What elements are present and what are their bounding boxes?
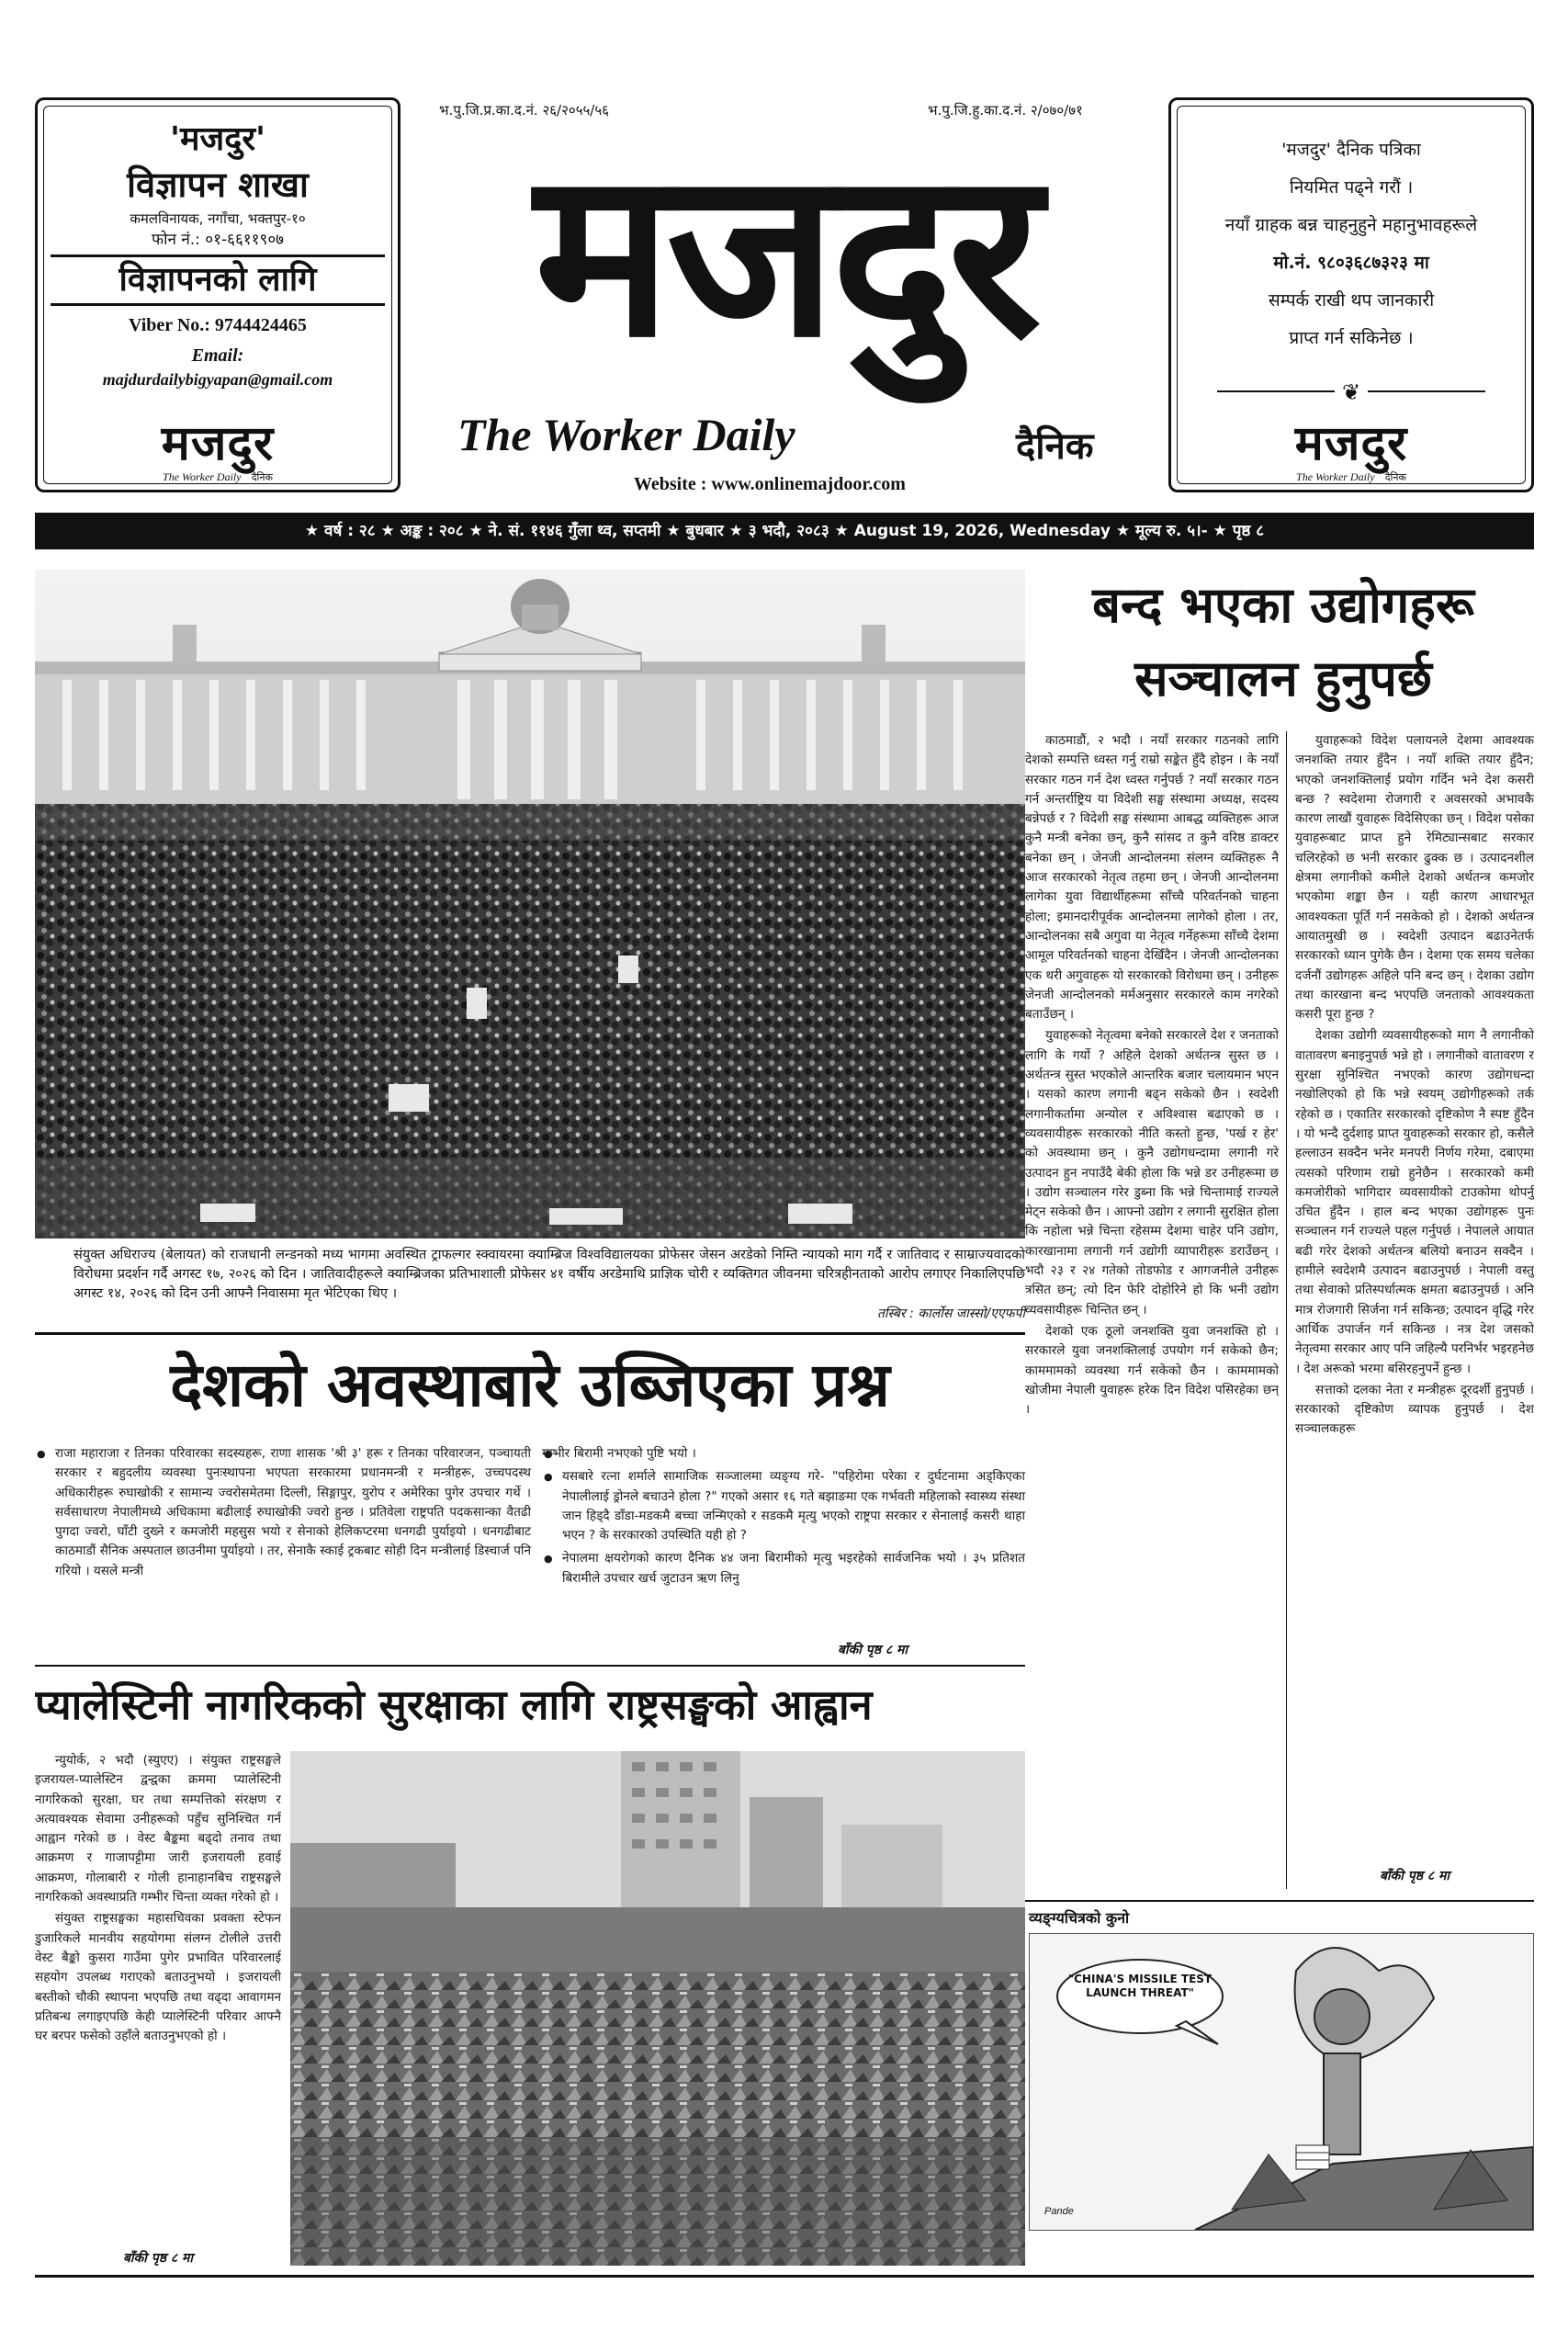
main-photo-trafalgar-protest bbox=[35, 570, 1025, 1238]
questions-col2-item-3: ● नेपालमा क्षयरोगको कारण दैनिक ४४ जना बिरामीको मृत्यु भइरहेको सार्वजनिक भयो । ३५ प्रतिशत बिरामीले उपचार खर्च जुटाउन ऋण लिनु bbox=[542, 1549, 1025, 1589]
main-photo-caption: संयुक्त अधिराज्य (बेलायत) को राजधानी लन्डनको मध्य भागमा अवस्थित ट्राफल्गर स्क्वायरमा क्याम्ब्रिज विश्वविद्यालयका प्रोफेसर जेसन अरडेको निम्ति न्यायको माग गर्दै र जातिवाद र साम्राज्यवादको विरोधमा प्रदर्शन गर्दै अगस्ट १७, २०२६ को दिन । जातिवादीहरूले क्याम्ब्रिजका प्रतिभाशाली प्रोफेसर ४१ वर्षीय अरडेमाथि प्राज्ञिक चोरी र व्यक्तिगत जीवनमा चरित्रहीनताको आरोप लगाएर निकालिएपछि अगस्ट १४, २०२६ को दिन उनी आफ्नै निवासमा मृत भेटिएका थिए । bbox=[73, 1248, 1025, 1301]
cartoon-section-label: व्यङ्ग्यचित्रको कुनो bbox=[1029, 1909, 1130, 1927]
page-bottom-rule bbox=[35, 2275, 1534, 2278]
industries-col2-para-3: सत्ताको दलका नेता र मन्त्रीहरू दूरदर्शी हुनुपर्छ । सरकारको दृष्टिकोण व्यापक हुनुपर्छ । देश सञ्चालकहरू bbox=[1295, 1382, 1534, 1437]
ad-right-line-4: मो.नं. ९८०३६८७३२३ मा bbox=[1273, 253, 1429, 273]
industries-col1-para-2: युवाहरूको नेतृत्वमा बनेको सरकारले देश र जनताको लागि के गर्यो ? अहिले देशको अर्थतन्त्र सुस्त छ । अर्थतन्त्र सुस्त भएकोले आन्तरिक बजार चलायमान भएन । यसको कारण लगानी बढ्न सकेको छैन । स्वदेशी लगानीकर्तामा अन्योल र अविश्वास बढाएको छ । व्यवसायीहरू सरकारको नीति कस्तो हुन्छ, 'पर्ख र हेर' को अवस्थामा छन् । कुनै उद्योगधन्दामा लगानी गरे उत्पादन हुन नपाउँदै बेकी होला कि भन्ने डर उनीहरूमा छ । उद्योग सञ्चालन गरेर डुब्ना कि भन्ने चिन्तामाई राज्यले मेट्न सकेको छैन । आफ्नो उद्योग र लगानी सुरक्षित होला कि नहोला भन्ने चिन्ता रहेसम्म देशमा चाहेर पनि उद्योग, कारखानामा लगानी गर्न उद्योगी व्यापारीहरू डराउँछन् । भदौ २३ र २४ गतेको तोडफोड र आगजनीले उनीहरू त्रसित छन्; त्यो दिन फेरि दोहोरिने हो कि भनी उद्योग व्यवसायीहरू चिन्तित छन् । bbox=[1025, 1028, 1279, 1317]
ad-left-mail-label: Email: bbox=[191, 345, 244, 366]
registration-left: भ.पु.जि.प्र.का.द.नं. २६/२०५५/५६ bbox=[439, 102, 609, 119]
ad-right-line-3: नयाँ ग्राहक बन्न चाहनुहुने महानुभावहरूले bbox=[1224, 215, 1478, 235]
ad-left-email: majdurdailybigyapan@gmail.com bbox=[102, 370, 333, 389]
registration-right: भ.पु.जि.हु.का.द.नं. २/०७०/७१ bbox=[928, 102, 1083, 119]
cartoon-signature: Pande bbox=[1044, 2206, 1074, 2217]
industries-col1-para-3: देशको एक ठूलो जनशक्ति युवा जनशक्ति हो । सरकारले युवा जनशक्तिलाई उपयोग गर्न सकेको छैन; काममामको व्यवस्था गर्न सकेको छैन । काममामको खोजीमा नेपाली युवाहरू हरेक दिन विदेश पसिरहेका छन् । bbox=[1025, 1323, 1279, 1418]
cartoon-top-rule bbox=[1025, 1900, 1534, 1902]
cartoon-frame bbox=[1029, 1933, 1534, 2231]
industries-col-2 bbox=[1295, 731, 1534, 1861]
ad-left-section: विज्ञापन शाखा bbox=[127, 164, 309, 205]
palestine-col bbox=[35, 1751, 281, 2245]
ad-right-line-1: 'मजदुर' दैनिक पत्रिका bbox=[1281, 140, 1421, 160]
main-photo-image bbox=[35, 570, 1025, 1238]
questions-headline: देशको अवस्थाबारे उब्जिएका प्रश्न bbox=[170, 1350, 890, 1420]
questions-continued: बाँकी पृष्ठ ८ मा bbox=[837, 1643, 908, 1657]
ad-left-phone: फोन नं.: ०१-६६११९०७ bbox=[151, 231, 284, 249]
gaza-photo-image bbox=[290, 1751, 1025, 2266]
dateline-text: ★ वर्ष : २८ ★ अङ्क : २०८ ★ ने. सं. ११४६ गुँला थ्व, सप्तमी ★ बुधबार ★ ३ भदौ, २०८३ ★ August 19, 2026, Wednesday ★ मूल्य रु. ५।- ★ पृष्ठ ८ bbox=[304, 522, 1265, 540]
dateline-bar bbox=[35, 513, 1534, 549]
questions-col2-item-2: ● यसबारे रत्ना शर्माले सामाजिक सञ्जालमा व्यङ्ग्य गरे- "पहिरोमा परेका र दुर्घटनामा अड्किएका नेपालीलाई ड्रोनले बचाउने होला ?" गएको असार १६ गते बझाङमा एक गर्भवती महिलाको स्वास्थ्य संस्था जान हिड्दै डाँडा-मडकमै बच्चा जन्मिएको र सडकमै मृत्यु भएको राष्ट्रपा सरकार र सेनालाई कसरी थाहा भएन ? के सरकारको उपस्थिति यही हो ? bbox=[542, 1467, 1025, 1545]
ad-right-line-6: प्राप्त गर्न सकिनेछ । bbox=[1289, 328, 1414, 348]
ad-box-right bbox=[1168, 97, 1534, 492]
ad-left-logo: मजदुर The Worker Daily दैनिक bbox=[161, 416, 275, 483]
industries-continued: बाँकी पृष्ठ ८ मा bbox=[1379, 1869, 1450, 1883]
ad-left-viber: Viber No.: 9744424465 bbox=[129, 315, 307, 335]
industries-headline-1: बन्द भएका उद्योगहरू bbox=[1092, 576, 1474, 634]
industries-col-1 bbox=[1025, 731, 1279, 1889]
ad-right-line-5: सम्पर्क राखी थप जानकारी bbox=[1268, 290, 1435, 311]
ad-box-left bbox=[35, 97, 400, 492]
masthead-title: मजदुर bbox=[535, 120, 1036, 388]
palestine-top-rule bbox=[35, 1665, 1025, 1667]
industries-col2-para-1: युवाहरूको विदेश पलायनले देशमा आवश्यक जनशक्ति तयार हुँदैन । नयाँ शक्ति तयार हुँदैन; भएको जनशक्तिलाई प्रयोग गर्दिन भने देश कसरी बन्छ ? स्वदेशमा रोजगारी र अवसरको अभावकै कारण लाखौं युवाहरू विदेसिएका छन् । विदेश पसेका युवाहरूबाट प्राप्त हुने रेमिट्यान्सबाट सरकार चलिरहेको छ भनी सरकार ढुक्क छ । उत्पादनशील क्षेत्रमा लगानीको कमीले देशको अर्थतन्त्र कमजोर भएकोमा शङ्का छैन । यही कारण आधारभूत आवश्यकता पूर्ति गर्न नसकेको हो । देशको अर्थतन्त्र आयातमुखी छ । स्वदेशी उत्पादन बढाउनेतर्फ सरकारको ध्यान पुगेकै छैन । देशमा एक समय चलेका दर्जनौं उद्योगहरू अहिले पनि बन्द छन् । देशका उद्योग तथा कारखाना बन्द भएपछि जनताको आवश्यकता कसरी पूरा हुन्छ ? bbox=[1295, 733, 1534, 1023]
masthead-website: Website : www.onlinemajdoor.com bbox=[634, 474, 906, 494]
ad-left-title: 'मजदुर' bbox=[169, 120, 266, 158]
ad-right-line-2: नियमित पढ्ने गरौं । bbox=[1289, 177, 1414, 198]
questions-col2-item-1: ● गम्भीर बिरामी नभएको पुष्टि भयो । bbox=[542, 1444, 1025, 1464]
questions-top-rule bbox=[35, 1332, 1025, 1335]
cartoon-speech-text: "CHINA'S MISSILE TEST LAUNCH THREAT" bbox=[1067, 1973, 1213, 1999]
palestine-para-1: न्युयोर्क, २ भदौ (स्युएए) । संयुक्त राष्ट्रसङ्घले इजरायल-प्यालेस्टिन द्वन्द्वका क्रममा प्यालेस्टिनी नागरिकको सुरक्षा, घर तथा सम्पत्तिको संरक्षण र अत्यावश्यक सेवामा उनीहरूको पहुँच सुनिश्चित गर्न आह्वान गरेको छ । वेस्ट बैङ्कमा बढ्दो तनाव तथा आक्रमण र गाजापट्टीमा जारी इजरायली हवाई आक्रमण, गोलाबारी र गोली हानाहानबिच राष्ट्रसङ्घले नागरिकको अवस्थाप्रति गम्भीर चिन्ता व्यक्त गरेको हो । bbox=[35, 1753, 281, 1905]
ad-left-banner: विज्ञापनको लागि bbox=[51, 254, 385, 306]
industries-col1-para-1: काठमाडौं, २ भदौ । नयाँ सरकार गठनको लागि देशको सम्पत्ति ध्वस्त गर्नु राम्रो सङ्केत हुँदै होइन । के नयाँ सरकार गठन गर्न देश ध्वस्त गर्नुपर्छ ? नयाँ सरकार गठन गर्न अन्तर्राष्ट्रिय या विदेशी सङ्घ संस्थामा अध्यक्ष, सदस्य बन्नेपर्छ र ? विदेशी सङ्घ संस्थामा आबद्ध व्यक्तिहरू आज कुनै मन्त्री बनेका छन्, कुनै सांसद त कुनै वरिष्ठ डाक्टर बनेका छन् । जेनजी आन्दोलनमा संलग्न व्यक्तिहरू नै आज सरकारको नेतृत्व तहमा छन् । जेनजी आन्दोलनमा लागेका युवा विद्यार्थीहरूमा साँच्चै परिवर्तनको चाहना होला; इमानदारीपूर्वक आन्दोलनमा लागेको होला । तर, आन्दोलनका सबै अगुवा या नेतृत्व गर्नेहरूमा साँच्चै देशमा आमूल परिवर्तनको चाहना देखिँदैन । जेनजी आन्दोलनका एक थरी अगुवाहरू यो सरकारको विरोधमा छन् । उनीहरू जेनजी आन्दोलनको मर्मअनुसार सरकारले काम नगरेको बताउँछन् । bbox=[1025, 733, 1279, 1023]
ad-left-address: कमलविनायक, नगाँचा, भक्तपुर-१० bbox=[130, 210, 306, 227]
palestine-headline: प्यालेस्टिनी नागरिकको सुरक्षाका लागि राष्ट्रसङ्घको आह्वान bbox=[35, 1680, 873, 1729]
industries-headline-2: सञ्चालन हुनुपर्छ bbox=[1134, 650, 1432, 707]
masthead-subtitle: The Worker Daily bbox=[457, 409, 795, 460]
industries-column-rule bbox=[1286, 731, 1287, 1889]
questions-col1-item-1: ● राजा महाराजा र तिनका परिवारका सदस्यहरू, राणा शासक 'श्री ३' हरू र तिनका परिवारजन, पञ्चायती सरकार र बहुदलीय व्यवस्था पुनःस्थापना भएपता सरकारमा प्रधानमन्त्री र मन्त्रीहरू, उच्चपदस्थ अधिकारीहरू रुघाखोकी र सामान्य ज्वरोसमेतमा दिल्ली, सिङ्गापुर, युरोप र अमेरिका पुगेर उपचार गर्थे । सर्वसाधारण नेपालीमध्ये अधिकामा बढीलाई रुघाखोकी ज्वरो हुन्छ । प्रतिवेला राष्ट्रपति पदकसान्का वैतढी पुगदा ज्वरो, घाँटी दुख्ने र कमजोरी महसुस भयो र सेनाको हेलिकप्टरमा धनगढी पुर्याइयो । धनगढीबाट काठमाडौं सैनिक अस्पताल छाउनीमा पुर्याइयो । तर, सेनाकै स्काई ट्रकबाट सोही दिन मन्त्रीलाई डिस्चार्ज पनि गरियो । यसले मन्त्री bbox=[35, 1444, 531, 1581]
ad-right-ornament: ❦ bbox=[1190, 379, 1513, 405]
ad-right-logo: मजदुर The Worker Daily दैनिक bbox=[1294, 416, 1408, 483]
palestine-para-2: संयुक्त राष्ट्रसङ्घका महासचिवका प्रवक्ता स्टेफन डुजारिकले मानवीय सहयोगमा संलग्न टोलीले उत्तरी वेस्ट बैङ्को कुसरा गाउँमा पुगेर प्रभावित परिवारलाई सहयोग उपलब्ध गराएको बताउनुभयो । इजरायली बस्तीको चौकी स्थापना भएपछि तथा वढ्दा आवागमन प्रतिबन्ध लगाइएपछि केही प्यालेस्टिनी परिवार आफ्नै घर बरपर फसेको उहाँले बताउनुभएको हो । bbox=[35, 1911, 281, 2044]
palestine-continued: बाँकी पृष्ठ ८ मा bbox=[122, 2251, 194, 2266]
questions-col-1 bbox=[35, 1444, 531, 1585]
main-photo-credit: तस्बिर : कार्लोस जास्सो/एएफपी bbox=[876, 1306, 1025, 1321]
gaza-destruction-photo bbox=[290, 1751, 1025, 2266]
questions-col-2 bbox=[542, 1444, 1025, 1592]
masthead-dainik: दैनिक bbox=[1016, 425, 1094, 468]
industries-col2-para-2: देशका उद्योगी व्यवसायीहरूको माग नै लगानीको वातावरण बनाइनुपर्छ भन्ने हो । लगानीको वातावरण र सुरक्षा सुनिश्चित नभएको कारण उद्योगधन्दा नखोलिएको हो कि भन्ने स्वयम् उद्योगीहरूको तर्क रहेको छ । एकातिर सरकारको दृष्टिकोण नै स्पष्ट हुँदैन । यो भन्दै दुर्दशाइ प्राप्त युवाहरूको सरकार हो, कसैले हल्लाउन सक्दैन भनेर मनपरी निर्णय गरेमा, दबाएमा त्यसको परिणाम राम्रो हुनेछैन । सरकारको कमी कमजोरीको भागिदार व्यवसायीको टाउकोमा थोपर्नु उचित हुँदैन । हाल बन्द भएका उद्योगहरू पुनः सञ्चालन गर्न राज्यले पहल गर्नुपर्छ । नेपालले आयात बढी गरेर देशको अर्थतन्त्र बलियो बनाउन सक्दैन । हामीले स्वदेशमै उत्पादन बढाउनुपर्छ । नेपाली वस्तु तथा सेवाको प्रतिस्पर्धात्मक क्षमता बढाउनुपर्छ । अनि मात्र रोजगारी सिर्जना गर्न सकिन्छ; उत्पादन वृद्धि गरेर आर्थिक उपार्जन गर्न सकिन्छ । नत्र देश जसको नेतृत्वमा सरकार आए पनि जहिल्यै परनिर्भर भइरहनेछ । देश अरूको भरमा बसिरहनुपर्ने हुन्छ । bbox=[1295, 1028, 1534, 1376]
